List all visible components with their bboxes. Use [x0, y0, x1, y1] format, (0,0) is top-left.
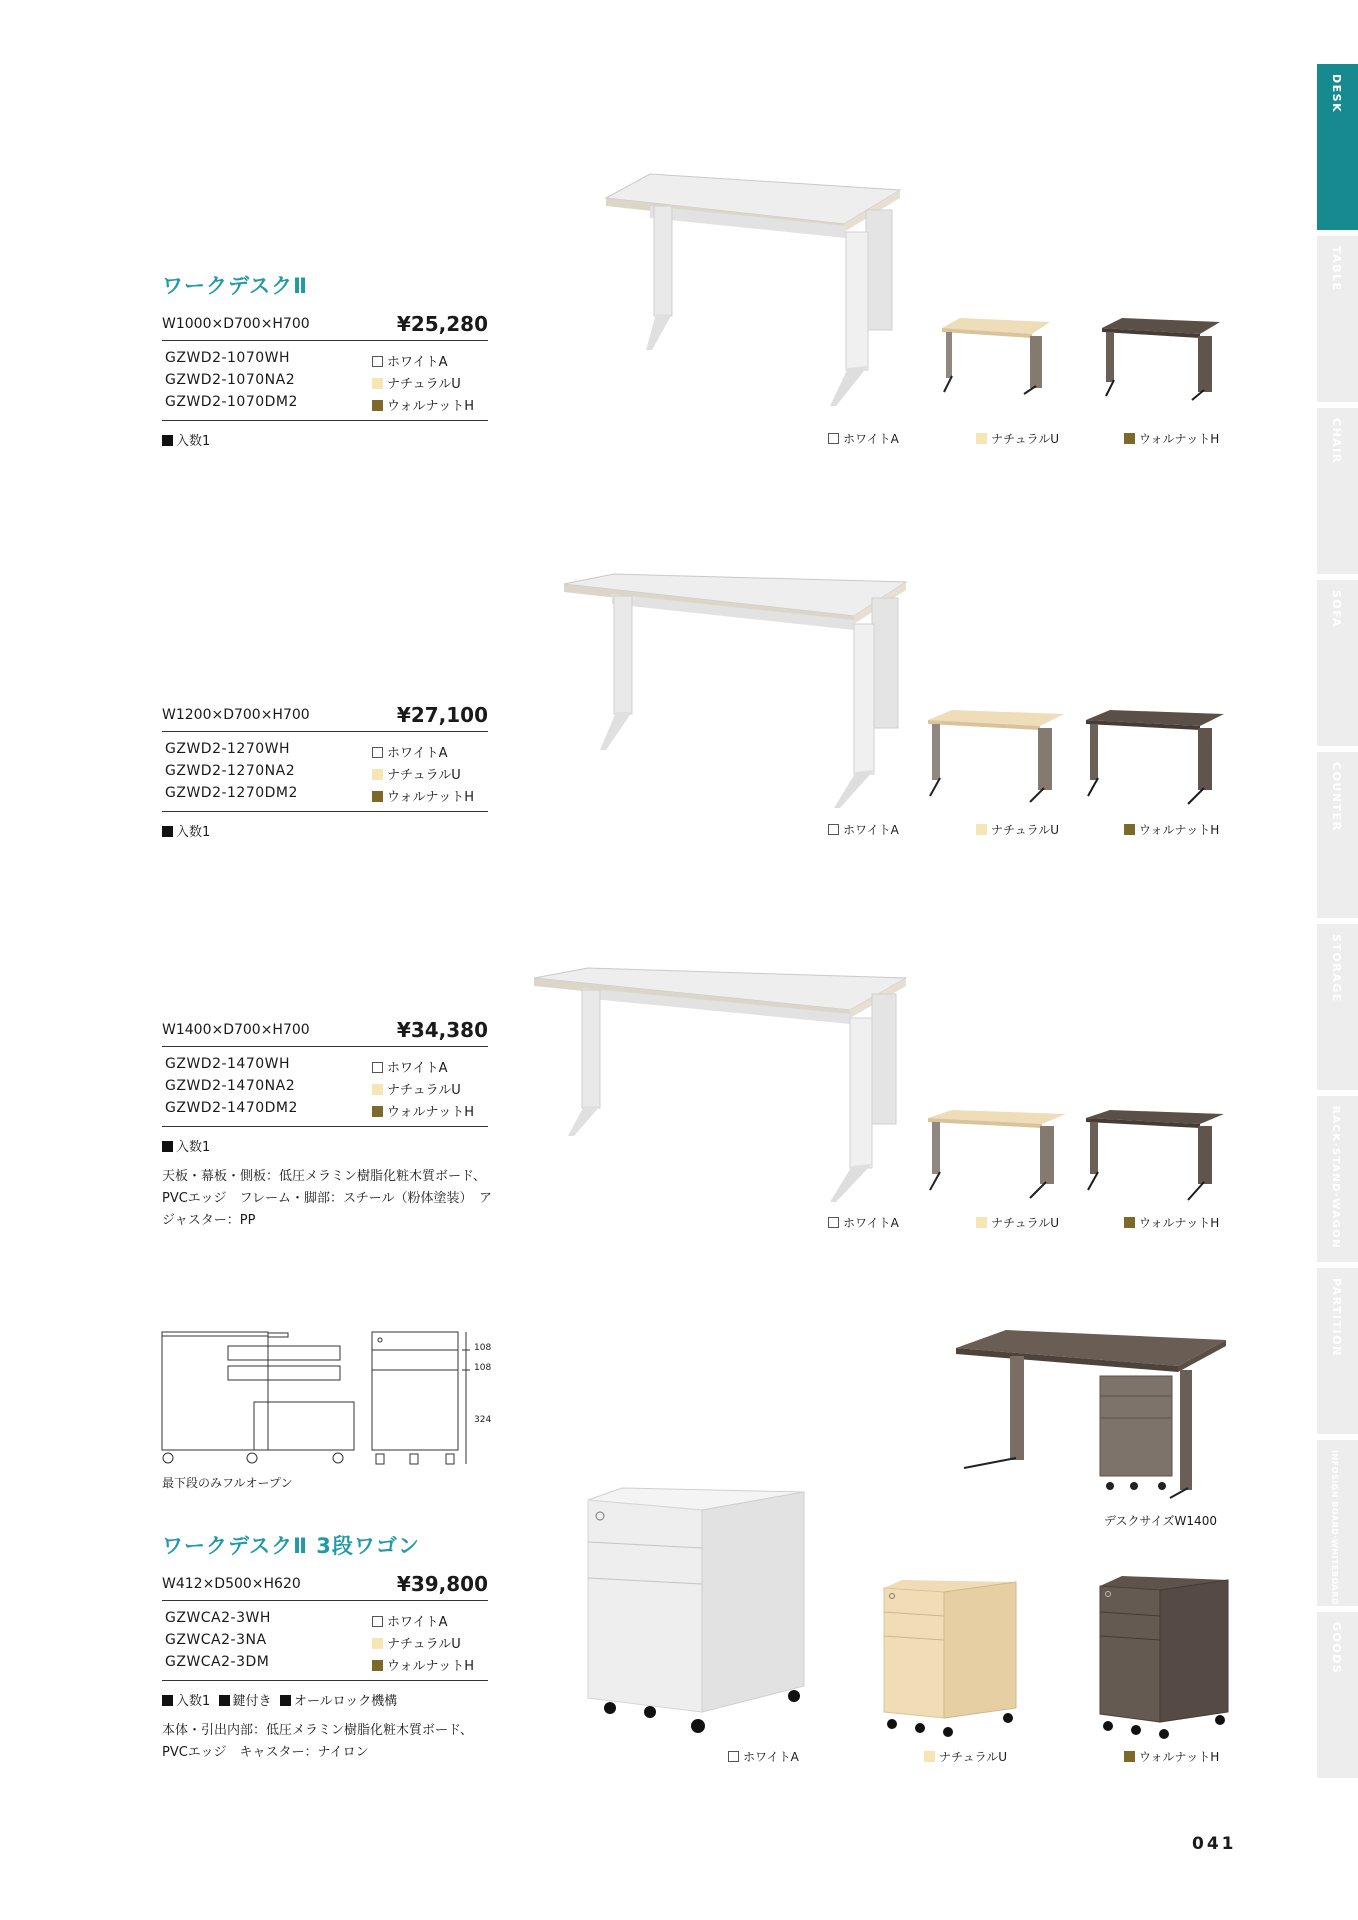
caption-white: ホワイトA	[828, 821, 899, 838]
wagon-size: W412×D500×H620	[162, 1576, 301, 1592]
tab-storage[interactable]: STORAGE	[1317, 924, 1358, 1090]
wagon-title: ワークデスクⅡ 3段ワゴン	[162, 1534, 420, 1558]
white-swatch	[372, 1616, 383, 1627]
product-code: GZWD2-1470WH	[165, 1056, 291, 1072]
natural-swatch	[372, 1638, 383, 1649]
caption-natural: ナチュラルU	[976, 1214, 1059, 1231]
walnut-swatch	[372, 1106, 383, 1117]
desk-natural-image	[926, 708, 1066, 804]
color-option-natural: ナチュラルU	[372, 1079, 461, 1098]
desk-natural-image	[940, 316, 1052, 396]
caption-walnut: ウォルナットH	[1124, 430, 1219, 447]
white-swatch	[372, 1062, 383, 1073]
tab-infosign-board[interactable]: INFOSIGN BOARD·WHITEBOARD	[1317, 1440, 1358, 1606]
divider	[162, 1600, 488, 1601]
caption-natural: ナチュラルU	[976, 430, 1059, 447]
product-code: GZWD2-1070WH	[165, 350, 291, 366]
caption-walnut: ウォルナットH	[1124, 821, 1219, 838]
walnut-swatch	[372, 791, 383, 802]
natural-swatch	[372, 378, 383, 389]
wagon-material-description: 本体・引出内部：低圧メラミン樹脂化粧木質ボード、PVCエッジ キャスター：ナイロン	[162, 1723, 473, 1760]
page-number: 041	[1192, 1834, 1237, 1854]
caption-natural: ナチュラルU	[976, 821, 1059, 838]
product-price: ¥34,380	[396, 1018, 488, 1042]
product-size: W1200×D700×H700	[162, 707, 310, 723]
divider	[162, 1680, 488, 1681]
wagon-price: ¥39,800	[396, 1572, 488, 1596]
white-swatch	[372, 747, 383, 758]
color-option-white: ホワイトA	[372, 1057, 448, 1076]
divider	[162, 340, 488, 341]
product-code: GZWCA2-3NA	[165, 1632, 267, 1648]
divider	[162, 1126, 488, 1127]
color-option-walnut: ウォルナットH	[372, 786, 474, 805]
product-code: GZWCA2-3WH	[165, 1610, 271, 1626]
product-code: GZWD2-1270NA2	[165, 763, 296, 779]
product-code: GZWD2-1270WH	[165, 741, 291, 757]
product-size: W1400×D700×H700	[162, 1022, 310, 1038]
color-option-white: ホワイトA	[372, 1611, 448, 1630]
desk-walnut-image	[1084, 708, 1226, 806]
dimension-label: 108	[474, 1343, 492, 1353]
diagram-caption: 最下段のみフルオープン	[162, 1476, 293, 1490]
divider	[162, 420, 488, 421]
caption-walnut: ウォルナットH	[1124, 1748, 1219, 1765]
color-option-walnut: ウォルナットH	[372, 1101, 474, 1120]
color-option-walnut: ウォルナットH	[372, 395, 474, 414]
desk-white-image	[604, 168, 904, 418]
product-code: GZWD2-1070NA2	[165, 372, 296, 388]
tab-partition[interactable]: PARTITION	[1317, 1268, 1358, 1434]
product-title: ワークデスクⅡ	[162, 274, 308, 298]
tab-rack-stand-wagon[interactable]: RACK·STAND·WAGON	[1317, 1096, 1358, 1262]
tab-table[interactable]: TABLE	[1317, 236, 1358, 402]
caption-white: ホワイトA	[828, 430, 899, 447]
quantity-note: 入数1	[162, 430, 210, 449]
divider	[162, 1046, 488, 1047]
desk-white-image	[532, 966, 908, 1206]
desk-walnut-image	[1084, 1108, 1226, 1202]
desk-material-description: 天板・幕板・側板：低圧メラミン樹脂化粧木質ボード、PVCエッジ フレーム・脚部：スチール（粉体塗装） アジャスター：PP	[162, 1169, 493, 1228]
desk-white-image	[562, 572, 908, 812]
wagon-walnut-image	[1096, 1574, 1232, 1742]
color-option-natural: ナチュラルU	[372, 1633, 461, 1652]
color-option-walnut: ウォルナットH	[372, 1655, 474, 1674]
walnut-swatch	[372, 1660, 383, 1671]
divider	[162, 811, 488, 812]
product-code: GZWD2-1470DM2	[165, 1100, 298, 1116]
product-code: GZWD2-1070DM2	[165, 394, 298, 410]
tab-goods[interactable]: GOODS	[1317, 1612, 1358, 1778]
walnut-swatch	[372, 400, 383, 411]
quantity-note: 入数1	[162, 821, 210, 840]
product-code: GZWCA2-3DM	[165, 1654, 270, 1670]
tab-desk[interactable]: DESK	[1317, 64, 1358, 230]
color-option-white: ホワイトA	[372, 742, 448, 761]
product-code: GZWD2-1270DM2	[165, 785, 298, 801]
caption-natural: ナチュラルU	[924, 1748, 1007, 1765]
tab-counter[interactable]: COUNTER	[1317, 752, 1358, 918]
desk-natural-image	[926, 1108, 1068, 1200]
quantity-note: 入数1	[162, 1136, 210, 1155]
white-swatch	[372, 356, 383, 367]
tab-sofa[interactable]: SOFA	[1317, 580, 1358, 746]
caption-white: ホワイトA	[728, 1748, 799, 1765]
tab-chair[interactable]: CHAIR	[1317, 408, 1358, 574]
color-option-natural: ナチュラルU	[372, 373, 461, 392]
product-code: GZWD2-1470NA2	[165, 1078, 296, 1094]
dimension-label: 108	[474, 1363, 492, 1373]
divider	[162, 731, 488, 732]
wagon-side-diagram	[160, 1330, 360, 1470]
wagon-notes: 入数1 鍵付き オールロック機構	[162, 1690, 397, 1709]
natural-swatch	[372, 769, 383, 780]
product-size: W1000×D700×H700	[162, 316, 310, 332]
caption-walnut: ウォルナットH	[1124, 1214, 1219, 1231]
product-price: ¥27,100	[396, 703, 488, 727]
natural-swatch	[372, 1084, 383, 1095]
product-price: ¥25,280	[396, 312, 488, 336]
desk-walnut-image	[1100, 316, 1222, 402]
combo-caption: デスクサイズW1400	[1104, 1514, 1217, 1528]
color-option-white: ホワイトA	[372, 351, 448, 370]
wagon-natural-image	[880, 1578, 1020, 1738]
color-option-natural: ナチュラルU	[372, 764, 461, 783]
dimension-label: 324	[474, 1415, 492, 1425]
caption-white: ホワイトA	[828, 1214, 899, 1231]
wagon-white-image	[586, 1486, 806, 1740]
desk-wagon-combo-image	[954, 1326, 1230, 1500]
